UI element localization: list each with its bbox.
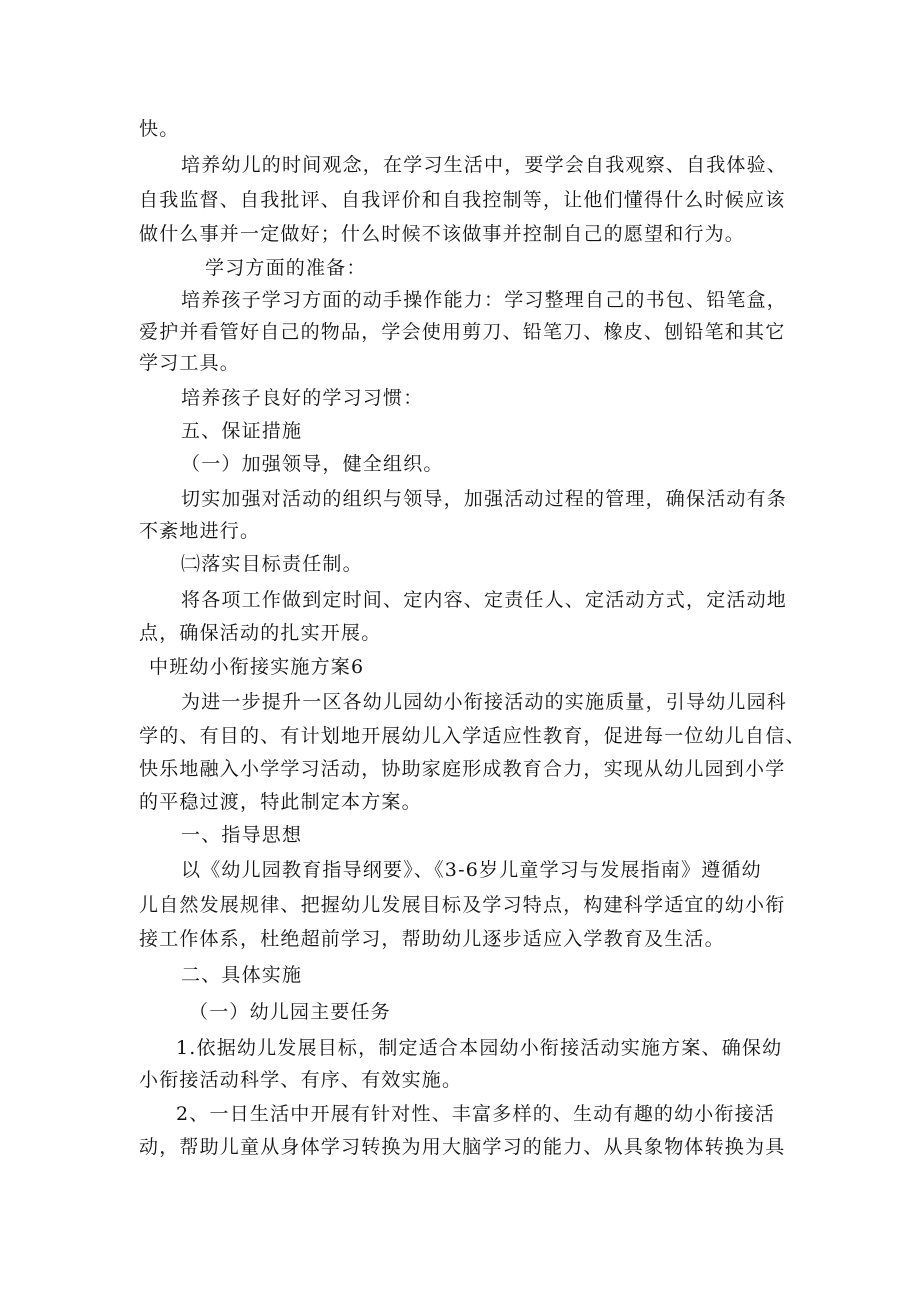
text-line: 学的、有目的、有计划地开展幼儿入学适应性教育，促进每一位幼儿自信、 xyxy=(139,725,806,747)
text-line: 1.依据幼儿发展目标，制定适合本园幼小衔接活动实施方案、确保幼 xyxy=(176,1037,783,1059)
section-heading: 一、指导思想 xyxy=(181,824,303,846)
text-line: 自我监督、自我批评、自我评价和自我控制等，让他们懂得什么时候应该 xyxy=(139,189,786,211)
text-line: 点，确保活动的扎实开展。 xyxy=(139,622,382,644)
section-heading: 二、具体实施 xyxy=(181,964,303,986)
text-line: 做什么事并一定做好；什么时候不该做事并控制自己的愿望和行为。 xyxy=(139,223,746,245)
text-line: 为进一步提升一区各幼儿园幼小衔接活动的实施质量，引导幼儿园科 xyxy=(181,691,788,713)
text-line: 爱护并看管好自己的物品，学会使用剪刀、铅笔刀、橡皮、刨铅笔和其它 xyxy=(139,321,786,343)
text-line: 儿自然发展规律、把握幼儿发展目标及学习特点，构建科学适宜的幼小衔 xyxy=(139,894,786,916)
text-line: 动，帮助儿童从身体学习转换为用大脑学习的能力、从具象物体转换为具 xyxy=(139,1136,786,1158)
text-line: 培养幼儿的时间观念，在学习生活中，要学会自我观察、自我体验、 xyxy=(181,154,788,176)
text-line: 的平稳过渡，特此制定本方案。 xyxy=(139,791,422,813)
text-line: 培养孩子良好的学习习惯： xyxy=(181,387,424,409)
text-line: 快乐地融入小学学习活动，协助家庭形成教育合力，实现从幼儿园到小学 xyxy=(139,758,786,780)
text-line: 学习方面的准备： xyxy=(205,257,367,279)
text-line: 不紊地进行。 xyxy=(139,520,261,542)
document-title: 中班幼小衔接实施方案6 xyxy=(149,656,365,678)
text-line: 以《幼儿园教育指导纲要》、《3-6岁儿童学习与发展指南》遵循幼 xyxy=(181,859,762,881)
text-line: 2、一日生活中开展有针对性、丰富多样的、生动有趣的幼小衔接活 xyxy=(176,1103,776,1125)
subsection-heading: （一）幼儿园主要任务 xyxy=(189,1001,392,1023)
text-line: 接工作体系，杜绝超前学习，帮助幼儿逐步适应入学教育及生活。 xyxy=(139,928,725,950)
subsection-heading: ㈡落实目标责任制。 xyxy=(181,553,363,575)
text-line: 学习工具。 xyxy=(139,352,241,374)
text-line: 小衔接活动科学、有序、有效实施。 xyxy=(139,1069,463,1091)
subsection-heading: （一）加强领导，健全组织。 xyxy=(181,453,444,475)
text-line: 将各项工作做到定时间、定内容、定责任人、定活动方式，定活动地 xyxy=(181,589,788,611)
text-line: 切实加强对活动的组织与领导，加强活动过程的管理，确保活动有条 xyxy=(181,488,788,510)
text-line: 培养孩子学习方面的动手操作能力：学习整理自己的书包、铅笔盒， xyxy=(181,289,788,311)
section-heading: 五、保证措施 xyxy=(181,420,303,442)
text-line: 快。 xyxy=(139,118,180,140)
